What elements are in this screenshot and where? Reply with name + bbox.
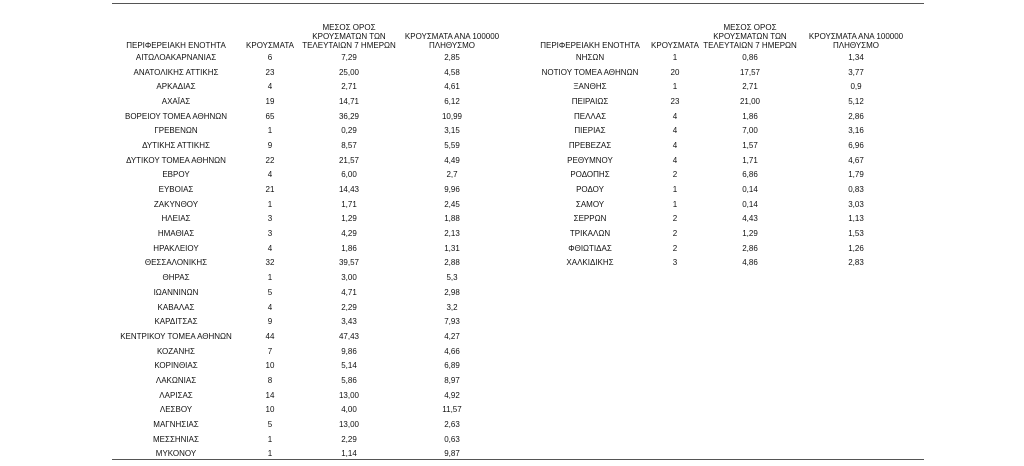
cell-per100k: 1,88 <box>444 214 460 224</box>
cell-region: ΙΩΑΝΝΙΝΩΝ <box>153 287 199 297</box>
header-row <box>112 18 506 50</box>
cell-cases: 7 <box>267 346 273 356</box>
cell-per100k: 10,99 <box>441 111 463 121</box>
cell-region: ΡΟΔΟΥ <box>576 185 604 195</box>
cell-cases: 4 <box>672 126 678 136</box>
cell-region: ΑΙΤΩΛΟΑΚΑΡΝΑΝΙΑΣ <box>135 52 217 62</box>
cell-region: ΗΜΑΘΙΑΣ <box>157 229 195 239</box>
cell-cases: 3 <box>267 214 273 224</box>
cell-region: ΗΛΕΙΑΣ <box>161 214 191 224</box>
cell-avg7: 4,86 <box>742 258 758 268</box>
cell-avg7: 4,29 <box>341 229 357 239</box>
cell-region: ΖΑΚΥΝΘΟΥ <box>153 199 199 209</box>
cell-cases: 1 <box>672 199 678 209</box>
cell-per100k: 3,15 <box>444 126 460 136</box>
header-row <box>530 18 912 50</box>
cell-region: ΚΑΒΑΛΑΣ <box>157 302 195 312</box>
cell-cases: 4 <box>267 82 273 92</box>
table-row <box>112 300 506 315</box>
cell-region: ΜΑΓΝΗΣΙΑΣ <box>153 420 199 430</box>
cell-cases: 3 <box>672 258 678 268</box>
cell-region: ΔΥΤΙΚΟΥ ΤΟΜΕΑ ΑΘΗΝΩΝ <box>126 155 226 165</box>
cell-cases: 4 <box>267 243 273 253</box>
table-row <box>112 329 506 344</box>
cell-per100k: 4,66 <box>444 346 460 356</box>
cell-per100k: 7,93 <box>444 317 460 327</box>
cell-region: ΡΕΘΥΜΝΟΥ <box>567 155 613 165</box>
cell-avg7: 2,71 <box>341 82 357 92</box>
cell-avg7: 13,00 <box>338 420 360 430</box>
cell-per100k: 1,53 <box>848 229 864 239</box>
cell-cases: 1 <box>672 185 678 195</box>
cell-region: ΔΥΤΙΚΗΣ ΑΤΤΙΚΗΣ <box>142 140 210 150</box>
cell-cases: 6 <box>267 52 273 62</box>
cell-avg7: 2,86 <box>742 243 758 253</box>
table-row <box>112 285 506 300</box>
cell-region: ΜΕΣΣΗΝΙΑΣ <box>153 434 199 444</box>
cell-avg7: 1,71 <box>341 199 357 209</box>
cell-per100k: 1,31 <box>444 243 460 253</box>
cell-region: ΝΗΣΩΝ <box>575 52 605 62</box>
table-row <box>112 226 506 241</box>
right-table-body <box>530 50 912 270</box>
cell-per100k: 2,85 <box>444 52 460 62</box>
cell-avg7: 7,29 <box>341 52 357 62</box>
cell-avg7: 36,29 <box>338 111 360 121</box>
table-row <box>112 373 506 388</box>
cell-per100k: 0,83 <box>848 185 864 195</box>
cell-region: ΒΟΡΕΙΟΥ ΤΟΜΕΑ ΑΘΗΝΩΝ <box>124 111 228 121</box>
cell-region: ΑΡΚΑΔΙΑΣ <box>156 82 196 92</box>
cell-cases: 20 <box>670 67 680 77</box>
table-row <box>112 138 506 153</box>
cell-cases: 1 <box>267 434 273 444</box>
cell-region: ΠΡΕΒΕΖΑΣ <box>568 140 612 150</box>
cell-per100k: 2,83 <box>848 258 864 268</box>
cell-region: ΛΑΚΩΝΙΑΣ <box>155 375 197 385</box>
cell-region: ΜΥΚΟΝΟΥ <box>155 449 197 459</box>
cell-avg7: 17,57 <box>739 67 761 77</box>
cell-cases: 1 <box>672 52 678 62</box>
cell-avg7: 14,43 <box>338 185 360 195</box>
cell-per100k: 0,9 <box>850 82 862 92</box>
cell-avg7: 1,86 <box>742 111 758 121</box>
cell-region: ΤΡΙΚΑΛΩΝ <box>569 229 611 239</box>
table-row <box>530 168 912 183</box>
cell-per100k: 1,26 <box>848 243 864 253</box>
table-row <box>112 168 506 183</box>
table-row <box>530 182 912 197</box>
table-row <box>530 109 912 124</box>
cell-region: ΕΒΡΟΥ <box>162 170 190 180</box>
cell-region: ΘΕΣΣΑΛΟΝΙΚΗΣ <box>144 258 208 268</box>
cell-avg7: 0,14 <box>742 199 758 209</box>
cell-region: ΚΟΖΑΝΗΣ <box>156 346 196 356</box>
header-cases: ΚΡΟΥΣΜΑΤΑ <box>246 41 294 50</box>
cell-cases: 5 <box>267 287 273 297</box>
cell-avg7: 0,14 <box>742 185 758 195</box>
cell-cases: 5 <box>267 420 273 430</box>
cell-cases: 4 <box>267 302 273 312</box>
cell-cases: 21 <box>265 185 275 195</box>
cell-per100k: 2,13 <box>444 229 460 239</box>
cell-cases: 65 <box>265 111 275 121</box>
header-region: ΠΕΡΙΦΕΡΕΙΑΚΗ ΕΝΟΤΗΤΑ <box>540 41 640 50</box>
table-row <box>112 153 506 168</box>
table-row <box>530 212 912 227</box>
table-row <box>112 314 506 329</box>
cell-per100k: 9,87 <box>444 449 460 459</box>
cell-avg7: 3,00 <box>341 273 357 283</box>
cell-cases: 1 <box>267 273 273 283</box>
cell-cases: 14 <box>265 390 275 400</box>
cell-per100k: 5,12 <box>848 96 864 106</box>
cell-avg7: 3,43 <box>341 317 357 327</box>
cell-cases: 9 <box>267 140 273 150</box>
cell-region: ΣΕΡΡΩΝ <box>573 214 607 224</box>
cell-region: ΡΟΔΟΠΗΣ <box>570 170 610 180</box>
cell-per100k: 6,96 <box>848 140 864 150</box>
cell-avg7: 1,29 <box>341 214 357 224</box>
cell-cases: 1 <box>267 449 273 459</box>
cell-cases: 44 <box>265 331 275 341</box>
table-row <box>530 79 912 94</box>
cell-cases: 4 <box>672 111 678 121</box>
cell-avg7: 25,00 <box>338 67 360 77</box>
cell-avg7: 1,57 <box>742 140 758 150</box>
header-avg7: ΜΕΣΟΣ ΟΡΟΣ ΚΡΟΥΣΜΑΤΩΝ ΤΩΝ ΤΕΛΕΥΤΑΙΩΝ 7 ΗΜΕΡΩΝ <box>703 23 797 50</box>
cell-per100k: 0,63 <box>444 434 460 444</box>
table-row <box>112 358 506 373</box>
cell-avg7: 47,43 <box>338 331 360 341</box>
cell-per100k: 4,49 <box>444 155 460 165</box>
cell-cases: 4 <box>267 170 273 180</box>
table-row <box>530 226 912 241</box>
cell-cases: 23 <box>670 96 680 106</box>
header-region: ΠΕΡΙΦΕΡΕΙΑΚΗ ΕΝΟΤΗΤΑ <box>126 41 226 50</box>
table-row <box>112 182 506 197</box>
header-per100k: ΚΡΟΥΣΜΑΤΑ ΑΝΑ 100000 ΠΛΗΘΥΣΜΟ <box>808 32 904 50</box>
cell-avg7: 1,86 <box>341 243 357 253</box>
cell-per100k: 6,89 <box>444 361 460 371</box>
table-row <box>112 50 506 65</box>
cell-per100k: 3,77 <box>848 67 864 77</box>
cell-cases: 9 <box>267 317 273 327</box>
cell-cases: 22 <box>265 155 275 165</box>
table-row <box>112 65 506 80</box>
cell-per100k: 2,98 <box>444 287 460 297</box>
cell-per100k: 5,59 <box>444 140 460 150</box>
table-row <box>112 417 506 432</box>
cell-avg7: 4,71 <box>341 287 357 297</box>
cell-avg7: 21,00 <box>739 96 761 106</box>
table-row <box>112 94 506 109</box>
table-row <box>530 153 912 168</box>
cell-cases: 23 <box>265 67 275 77</box>
regions-table-left <box>112 18 506 461</box>
cell-per100k: 11,57 <box>442 405 462 415</box>
cell-region: ΝΟΤΙΟΥ ΤΟΜΕΑ ΑΘΗΝΩΝ <box>541 67 639 77</box>
cell-per100k: 4,61 <box>444 82 460 92</box>
cell-region: ΘΗΡΑΣ <box>162 273 190 283</box>
cell-cases: 1 <box>267 126 273 136</box>
cell-avg7: 1,29 <box>742 229 758 239</box>
table-row <box>530 256 912 271</box>
cell-per100k: 4,92 <box>444 390 460 400</box>
cell-avg7: 8,57 <box>341 140 357 150</box>
cell-cases: 1 <box>672 82 678 92</box>
cell-per100k: 8,97 <box>444 375 460 385</box>
cell-cases: 1 <box>267 199 273 209</box>
cell-region: ΛΕΣΒΟΥ <box>159 405 193 415</box>
table-row <box>530 138 912 153</box>
cell-region: ΕΥΒΟΙΑΣ <box>158 185 194 195</box>
table-row <box>530 197 912 212</box>
table-row <box>530 241 912 256</box>
cell-avg7: 0,86 <box>742 52 758 62</box>
table-row <box>112 403 506 418</box>
cell-per100k: 2,7 <box>446 170 458 180</box>
cell-per100k: 4,27 <box>444 331 460 341</box>
cell-per100k: 3,16 <box>848 126 864 136</box>
cell-per100k: 3,2 <box>446 302 458 312</box>
cell-region: ΚΕΝΤΡΙΚΟΥ ΤΟΜΕΑ ΑΘΗΝΩΝ <box>120 331 232 341</box>
cell-region: ΚΑΡΔΙΤΣΑΣ <box>154 317 198 327</box>
cell-per100k: 2,86 <box>848 111 864 121</box>
cell-per100k: 5,3 <box>446 273 458 283</box>
top-rule <box>112 3 924 4</box>
cell-avg7: 9,86 <box>341 346 357 356</box>
table-row <box>530 50 912 65</box>
header-per100k: ΚΡΟΥΣΜΑΤΑ ΑΝΑ 100000 ΠΛΗΘΥΣΜΟ <box>404 32 500 50</box>
cell-per100k: 1,13 <box>848 214 864 224</box>
cell-avg7: 13,00 <box>338 390 360 400</box>
table-row <box>112 432 506 447</box>
cell-cases: 2 <box>672 214 678 224</box>
cell-cases: 2 <box>672 170 678 180</box>
cell-cases: 4 <box>672 140 678 150</box>
cell-avg7: 21,57 <box>338 155 360 165</box>
cell-per100k: 4,58 <box>444 67 460 77</box>
cell-avg7: 4,00 <box>341 405 357 415</box>
cell-region: ΛΑΡΙΣΑΣ <box>159 390 193 400</box>
cell-cases: 32 <box>265 258 275 268</box>
cell-region: ΣΑΜΟΥ <box>575 199 605 209</box>
table-row <box>112 344 506 359</box>
table-row <box>530 94 912 109</box>
cell-region: ΓΡΕΒΕΝΩΝ <box>154 126 198 136</box>
cell-avg7: 39,57 <box>338 258 360 268</box>
cell-avg7: 5,86 <box>341 375 357 385</box>
cell-avg7: 0,29 <box>341 126 357 136</box>
cell-per100k: 1,79 <box>848 170 864 180</box>
regions-table-right <box>530 18 912 270</box>
cell-cases: 2 <box>672 229 678 239</box>
cell-region: ΠΙΕΡΙΑΣ <box>574 126 606 136</box>
cell-cases: 2 <box>672 243 678 253</box>
cell-per100k: 2,63 <box>444 420 460 430</box>
left-table-body <box>112 50 506 461</box>
cell-region: ΠΕΛΛΑΣ <box>573 111 607 121</box>
cell-avg7: 5,14 <box>341 361 357 371</box>
header-cases: ΚΡΟΥΣΜΑΤΑ <box>651 41 699 50</box>
table-row <box>112 270 506 285</box>
cell-cases: 19 <box>265 96 275 106</box>
cell-avg7: 2,29 <box>341 434 357 444</box>
cell-avg7: 14,71 <box>338 96 360 106</box>
cell-avg7: 4,43 <box>742 214 758 224</box>
cell-per100k: 2,45 <box>444 199 460 209</box>
cell-cases: 8 <box>267 375 273 385</box>
cell-region: ΑΧΑΪΑΣ <box>161 96 191 106</box>
table-row <box>112 197 506 212</box>
cell-region: ΦΘΙΩΤΙΔΑΣ <box>568 243 612 253</box>
cell-per100k: 3,03 <box>848 199 864 209</box>
bottom-rule <box>112 459 924 460</box>
cell-per100k: 6,12 <box>444 96 460 106</box>
table-row <box>112 79 506 94</box>
cell-cases: 4 <box>672 155 678 165</box>
cell-per100k: 9,96 <box>444 185 460 195</box>
cell-cases: 10 <box>265 361 275 371</box>
table-row <box>112 256 506 271</box>
table-row <box>112 212 506 227</box>
table-row <box>112 109 506 124</box>
cell-region: ΚΟΡΙΝΘΙΑΣ <box>154 361 198 371</box>
cell-region: ΞΑΝΘΗΣ <box>573 82 607 92</box>
cell-avg7: 1,14 <box>341 449 357 459</box>
cell-avg7: 2,71 <box>742 82 758 92</box>
table-row <box>530 65 912 80</box>
cell-avg7: 6,00 <box>341 170 357 180</box>
cell-avg7: 1,71 <box>742 155 758 165</box>
table-row <box>112 388 506 403</box>
cell-region: ΧΑΛΚΙΔΙΚΗΣ <box>566 258 614 268</box>
table-row <box>112 241 506 256</box>
cell-cases: 10 <box>265 405 275 415</box>
table-row <box>112 123 506 138</box>
cell-per100k: 2,88 <box>444 258 460 268</box>
cell-region: ΑΝΑΤΟΛΙΚΗΣ ΑΤΤΙΚΗΣ <box>133 67 219 77</box>
table-row <box>530 123 912 138</box>
cell-region: ΗΡΑΚΛΕΙΟΥ <box>153 243 199 253</box>
cell-avg7: 6,86 <box>742 170 758 180</box>
cell-region: ΠΕΙΡΑΙΩΣ <box>571 96 609 106</box>
cell-avg7: 7,00 <box>742 126 758 136</box>
cell-cases: 3 <box>267 229 273 239</box>
cell-per100k: 1,34 <box>848 52 864 62</box>
header-avg7: ΜΕΣΟΣ ΟΡΟΣ ΚΡΟΥΣΜΑΤΩΝ ΤΩΝ ΤΕΛΕΥΤΑΙΩΝ 7 ΗΜΕΡΩΝ <box>302 23 396 50</box>
cell-per100k: 4,67 <box>848 155 864 165</box>
cell-avg7: 2,29 <box>341 302 357 312</box>
